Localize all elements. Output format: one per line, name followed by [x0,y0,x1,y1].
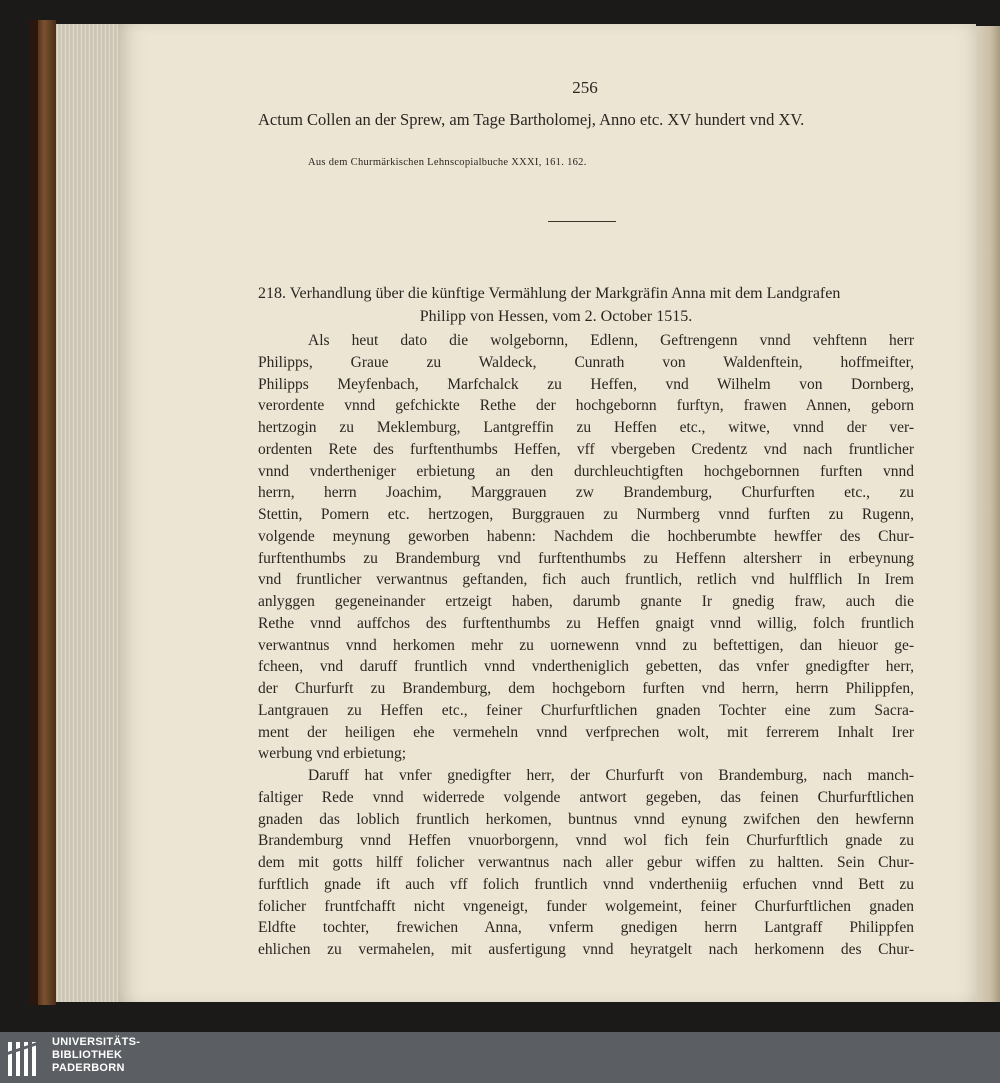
body-line: dem mit gotts hilff folicher verwantnus nach aller gebur wiffen zu haltten. Sein Chur- [258,854,914,871]
footer-bar [0,1032,1000,1083]
section-divider [548,221,616,222]
body-line: Stettin, Pomern etc. hertzogen, Burggrauen zu Nurmberg vnnd furften zu Rugenn, [258,506,914,523]
library-logo-icon [4,1036,44,1080]
body-line: Philipps Meyfenbach, Marfchalck zu Heffen, vnd Wilhelm von Dornberg, [258,375,914,393]
body-line: ordenten Rete des furftenthumbs Heffen, vff vbergeben Credentz vnd nach fruntlicher [258,440,914,458]
heading-line-2: Philipp von Hessen, vom 2. October 1515. [419,308,693,325]
logo-line-2: BIBLIOTHEK [52,1049,123,1061]
source-note: Aus dem Churmärkischen Lehnscopialbuche XXXI, 161. 162. [308,157,587,168]
body-line: ment der heiligen ehe vermeheln vnnd verfprechen wolt, mit ferrerem Inhalt Irer [258,723,914,741]
logo-line-3: PADERBORN [52,1062,125,1074]
right-page-edge [976,26,1000,1002]
body-line: Als heut dato die wolgebornn, Edlenn, Geftrengenn vnnd vehftenn herr [308,332,914,349]
document-heading [258,282,914,328]
body-line: Brandemburg vnnd Heffen vnuorborgenn, vnnd wol fich fein Churfurftlich gnade zu [258,832,914,850]
actum-line: Actum Collen an der Sprew, am Tage Bartholomej, Anno etc. XV hundert vnd XV. [258,110,805,129]
body-line: werbung vnd erbietung; [258,745,407,763]
logo-line-1: UNIVERSITÄTS- [52,1036,141,1048]
book-spine-band [30,20,38,1005]
library-logo-text [52,1036,140,1075]
body-line: Philipps, Graue zu Waldeck, Cunrath von Waldenftein, hoffmeifter, [258,353,914,371]
page-edges [56,24,126,1002]
body-line: herrn, herrn Joachim, Marggrauen zw Brandemburg, Churfurften etc., zu [258,484,914,502]
body-line: verwantnus vnnd herkomen mehr zu uornewenn vnnd zu beftettigen, dan hieuor ge- [258,636,914,654]
body-line: volgende meynung geworben habenn: Nachdem die hochberumbte hewffer des Chur- [258,527,914,545]
body-line: Daruff hat vnfer gnedigfter herr, der Churfurft von Brandemburg, nach manch- [308,767,914,784]
body-line: folicher fruntfchafft nicht vngeneigt, funder wolgemeint, feiner Churfurftlichen gnaden [258,897,914,915]
page-number: 256 [572,78,598,97]
document-body [258,330,914,961]
body-line: vnnd vndertheniger erbietung an den durchleuchtigften hochgebornnen furften vnnd [258,462,914,480]
body-line: der Churfurft zu Brandemburg, dem hochgeborn furften vnd herrn, herrn Philippfen, [258,680,914,697]
body-line: gnaden das loblich fruntlich herkomen, buntnus vnnd eynung zwifchen den hewfernn [258,810,914,828]
body-line: furftenthumbs zu Brandemburg vnd furftenthumbs zu Heffenn altersherr in erbeynung [258,549,914,567]
body-line: verordente vnnd gefchickte Rethe der hochgebornn furftyn, frawen Annen, geborn [258,397,914,415]
body-line: fcheen, vnd daruff fruntlich vnnd vndertheniglich gebetten, das vnfer gnedigfter herr, [258,658,914,676]
body-line: Rethe vnnd auffchos des furftenthumbs zu Heffen gnaigt vnnd willig, folch fruntlich [258,614,914,632]
heading-line-1: 218. Verhandlung über die künftige Vermählung der Markgräfin Anna mit dem Landgrafen [258,285,841,302]
body-line: anlyggen gegeneinander ertzeigt haben, darumb gnante Ir gnedig fraw, auch die [258,593,914,610]
body-line: furftlich gnade ift auch vff folich fruntlich vnnd vndertheniig erfuchen vnnd Bett zu [258,875,914,893]
body-line: faltiger Rede vnnd widerrede volgende antwort gegeben, das feinen Churfurftlichen [258,788,914,806]
body-line: Lantgrauen zu Heffen etc., feiner Churfurftlichen gnaden Tochter eine zum Sacra- [258,701,914,719]
body-line: Eldfte tochter, frewichen Anna, vnferm gnedigen herrn Lantgraff Philippfen [258,919,914,937]
body-line: ehlichen zu vermahelen, mit ausfertigung vnnd heyratgelt nach herkomenn des Chur- [258,941,914,958]
body-line: hertzogin zu Meklemburg, Lantgreffin zu Heffen etc., witwe, vnnd der ver- [258,419,914,436]
body-line: vnd fruntlicher verwantnus geftanden, fich auch fruntlich, retlich vnd hulfflich In Irem [258,571,914,589]
